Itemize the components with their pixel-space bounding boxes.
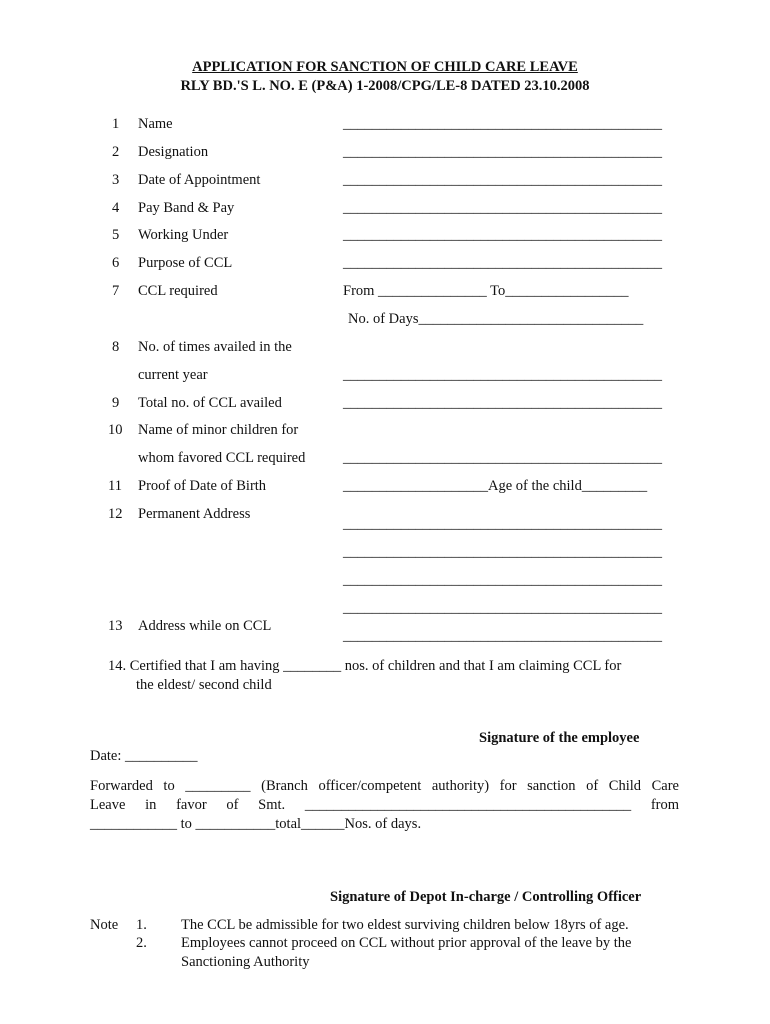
designation-input-line[interactable]: ____________________________________________ bbox=[343, 144, 662, 160]
field-label-ccl-required: CCL required bbox=[138, 283, 218, 299]
pay-band-input-line[interactable]: ____________________________________________ bbox=[343, 200, 662, 216]
field-label-purpose: Purpose of CCL bbox=[138, 255, 233, 271]
ccl-from-to-input-line[interactable]: From _______________ To_________________ bbox=[343, 283, 629, 299]
field-number: 12 bbox=[108, 506, 123, 522]
permanent-address-line-1[interactable]: ____________________________________________ bbox=[343, 516, 662, 532]
ccl-no-of-days-input-line[interactable]: No. of Days_______________________________ bbox=[348, 311, 644, 327]
forward-text-line-2: Leave in favor of Smt. _____________________________________________ from bbox=[90, 797, 679, 813]
permanent-address-line-3[interactable]: ____________________________________________ bbox=[343, 572, 662, 588]
note-1-text: The CCL be admissible for two eldest surviving children below 18yrs of age. bbox=[181, 917, 629, 933]
forward-text-line-1: Forwarded to _________ (Branch officer/competent authority) for sanction of Child Care bbox=[90, 778, 679, 794]
note-2-text: Employees cannot proceed on CCL without prior approval of the leave by the bbox=[181, 935, 632, 951]
field-number: 6 bbox=[112, 255, 120, 271]
field-number: 10 bbox=[108, 422, 123, 438]
field-number: 7 bbox=[112, 283, 120, 299]
field-label-minor-children-cont: whom favored CCL required bbox=[138, 450, 306, 466]
field-number: 3 bbox=[112, 172, 120, 188]
officer-signature-label: Signature of Depot In-charge / Controlling Officer bbox=[330, 889, 642, 905]
field-label-times-availed-cont: current year bbox=[138, 367, 208, 383]
form-reference: RLY BD.'S L. NO. E (P&A) 1-2008/CPG/LE-8 DATED 23.10.2008 bbox=[180, 78, 590, 94]
field-number: 9 bbox=[112, 395, 120, 411]
note-2-text-cont: Sanctioning Authority bbox=[181, 954, 310, 970]
times-availed-input-line[interactable]: ____________________________________________ bbox=[343, 367, 662, 383]
field-label-total-ccl: Total no. of CCL availed bbox=[138, 395, 282, 411]
field-number: 4 bbox=[112, 200, 120, 216]
field-label-permanent-address: Permanent Address bbox=[138, 506, 251, 522]
field-number: 1 bbox=[112, 116, 120, 132]
note-number: 1. bbox=[136, 917, 147, 933]
field-number: 8 bbox=[112, 339, 120, 355]
name-input-line[interactable]: ____________________________________________ bbox=[343, 116, 662, 132]
permanent-address-line-4[interactable]: ____________________________________________ bbox=[343, 600, 662, 616]
field-number: 13 bbox=[108, 618, 123, 634]
note-label: Note bbox=[90, 917, 119, 933]
forward-text-line-3: ____________ to ___________total______Nos. of days. bbox=[90, 816, 422, 832]
field-number: 5 bbox=[112, 227, 120, 243]
field-label-minor-children: Name of minor children for bbox=[138, 422, 299, 438]
note-number: 2. bbox=[136, 935, 147, 951]
field-label-designation: Designation bbox=[138, 144, 209, 160]
minor-children-input-line[interactable]: ____________________________________________ bbox=[343, 450, 662, 466]
employee-signature-label: Signature of the employee bbox=[479, 730, 640, 746]
field-label-address-on-ccl: Address while on CCL bbox=[138, 618, 272, 634]
proof-dob-age-input-line[interactable]: ____________________Age of the child_________ bbox=[343, 478, 648, 494]
field-label-date-of-appointment: Date of Appointment bbox=[138, 172, 261, 188]
field-label-working-under: Working Under bbox=[138, 227, 229, 243]
total-ccl-input-line[interactable]: ____________________________________________ bbox=[343, 395, 662, 411]
field-label-proof-dob: Proof of Date of Birth bbox=[138, 478, 267, 494]
certification-text: 14. Certified that I am having ________ nos. of children and that I am claiming CCL for bbox=[108, 658, 622, 674]
working-under-input-line[interactable]: ____________________________________________ bbox=[343, 227, 662, 243]
date-field[interactable]: Date: __________ bbox=[90, 748, 198, 764]
purpose-input-line[interactable]: ____________________________________________ bbox=[343, 255, 662, 271]
form-title: APPLICATION FOR SANCTION OF CHILD CARE LEAVE bbox=[192, 59, 578, 75]
field-number: 2 bbox=[112, 144, 120, 160]
date-of-appointment-input-line[interactable]: ____________________________________________ bbox=[343, 172, 662, 188]
field-label-name: Name bbox=[138, 116, 173, 132]
field-number: 11 bbox=[108, 478, 122, 494]
certification-text-cont: the eldest/ second child bbox=[136, 677, 272, 693]
field-label-times-availed: No. of times availed in the bbox=[138, 339, 292, 355]
permanent-address-line-2[interactable]: ____________________________________________ bbox=[343, 544, 662, 560]
address-on-ccl-input-line[interactable]: ____________________________________________ bbox=[343, 628, 662, 644]
field-label-pay-band: Pay Band & Pay bbox=[138, 200, 235, 216]
